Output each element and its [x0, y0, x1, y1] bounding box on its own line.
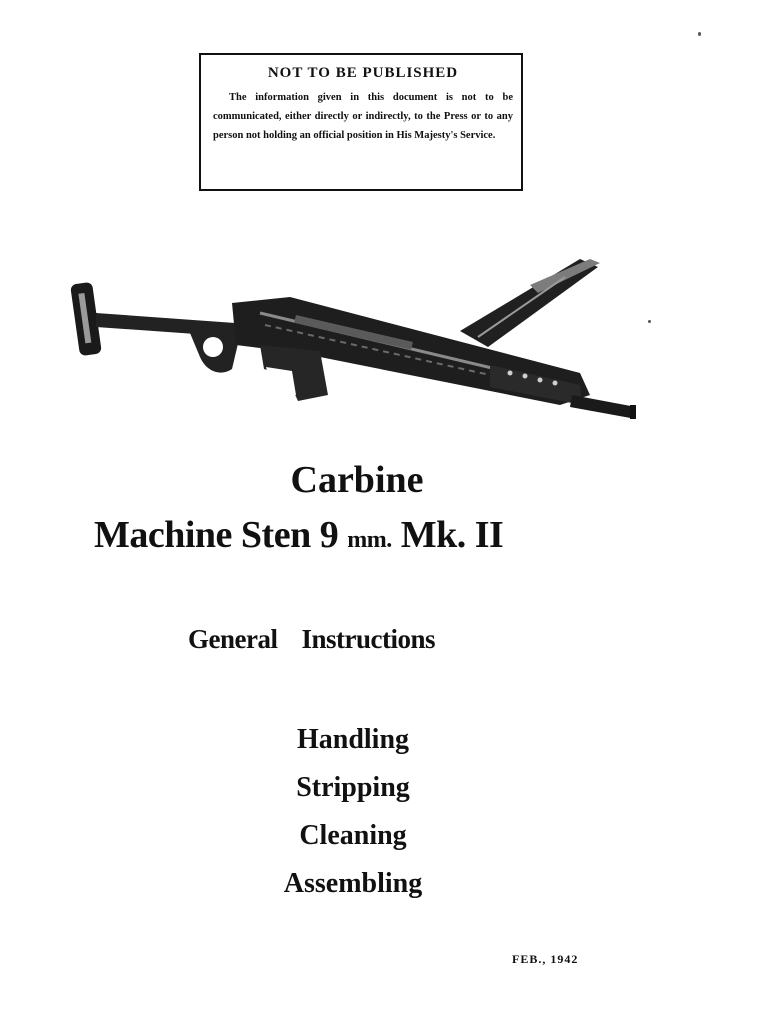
list-item: Stripping: [296, 772, 410, 803]
restriction-notice: [199, 53, 523, 191]
list-item: Handling: [296, 724, 410, 755]
scan-speck: [648, 320, 651, 323]
topic-list: [0, 716, 706, 908]
scan-speck: [698, 32, 701, 36]
title-model-main: Machine Sten 9: [94, 514, 339, 556]
title-model-unit: mm.: [347, 527, 392, 553]
subtitle-word-1: General: [188, 624, 278, 654]
notice-body: The information given in this document is not to be communicated, either directly or indirectly, to the Press or to any person not holding an official position in His Majesty's Service.: [213, 92, 513, 141]
subtitle-word-2: Instructions: [301, 624, 436, 654]
sten-carbine-icon: [60, 245, 650, 435]
title-carbine: Carbine: [290, 459, 424, 501]
title-model: [94, 513, 503, 557]
list-item: Assembling: [283, 868, 423, 899]
subtitle: [188, 624, 435, 655]
list-item: Cleaning: [299, 820, 407, 851]
notice-title: NOT TO BE PUBLISHED: [267, 65, 459, 81]
publication-date: FEB., 1942: [512, 952, 579, 966]
title-model-mark: Mk. II: [400, 514, 504, 556]
